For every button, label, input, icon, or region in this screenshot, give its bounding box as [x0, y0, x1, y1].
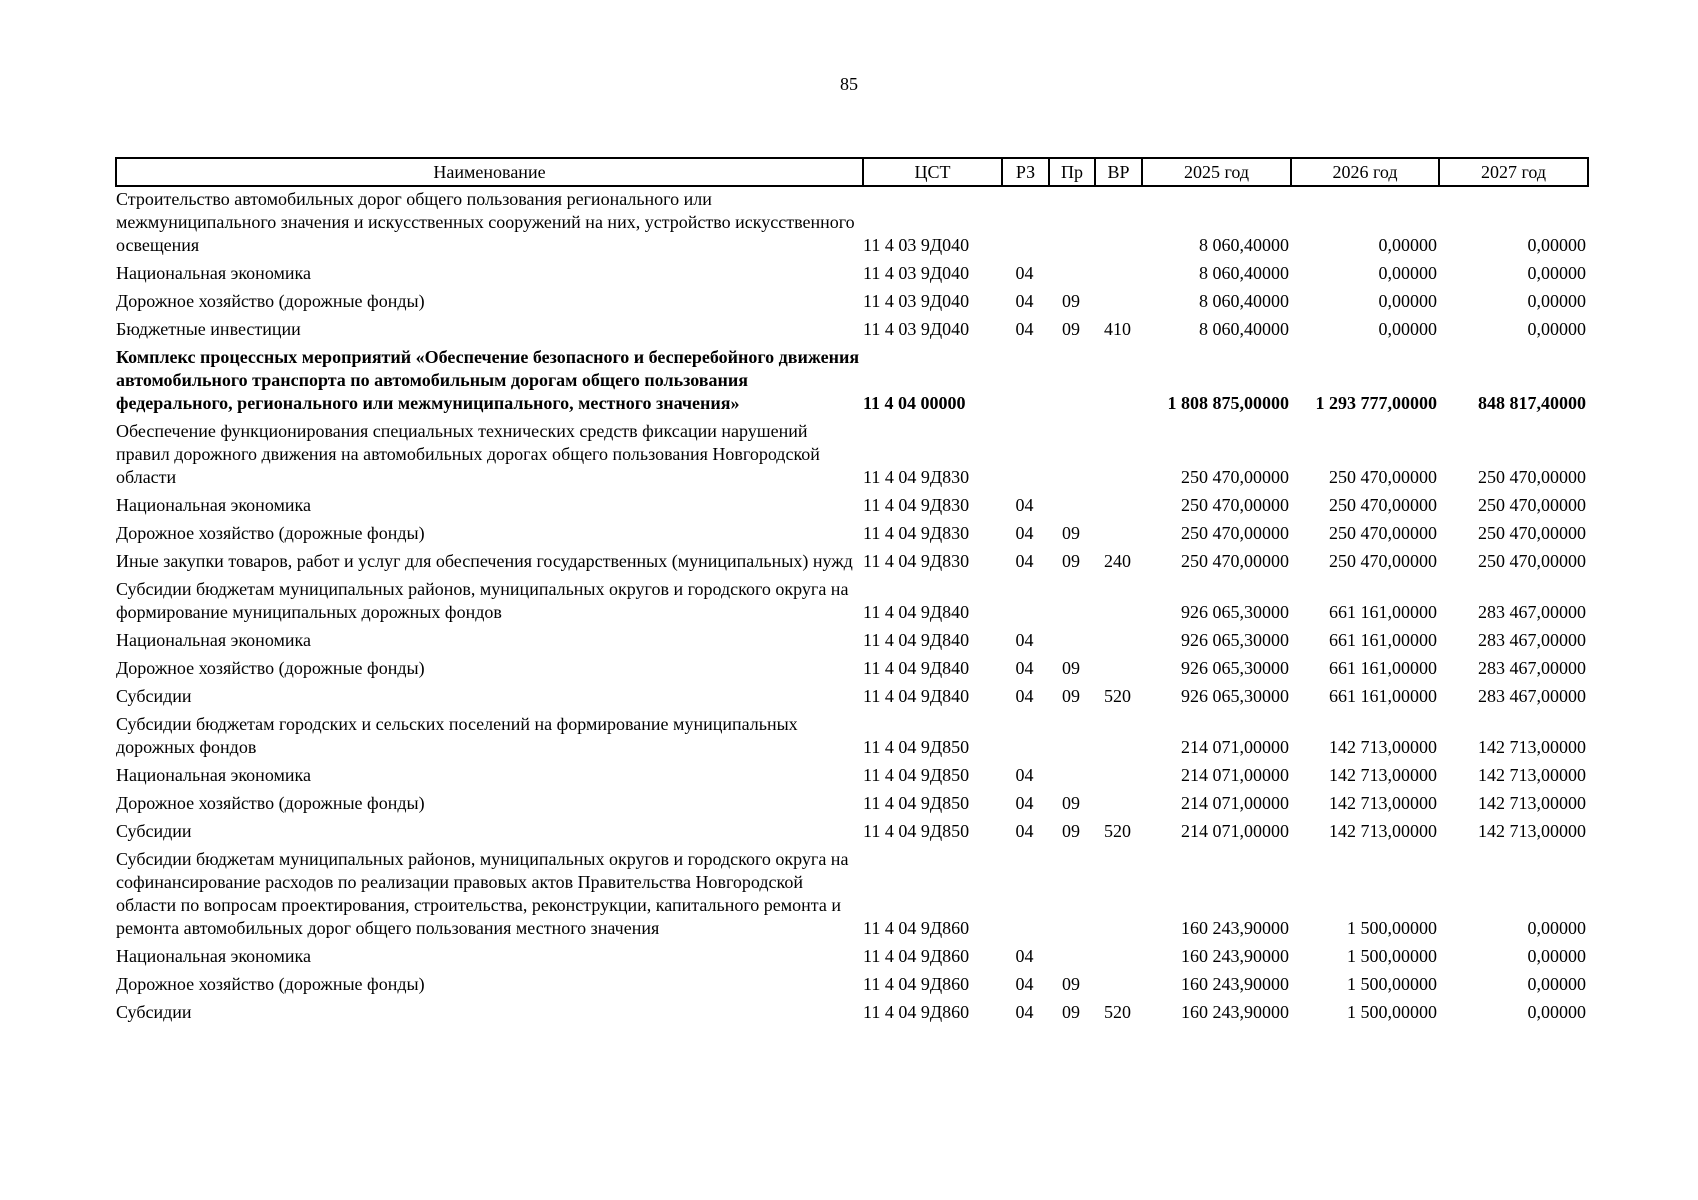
cell-2026: 0,00000 — [1378, 263, 1437, 283]
cell-pr — [1049, 577, 1095, 628]
cell-vr — [1095, 972, 1142, 1000]
cell-pr: 09 — [1062, 686, 1080, 706]
cell-name: Дорожное хозяйство (дорожные фонды) — [116, 291, 425, 311]
cell-rz: 04 — [1015, 1002, 1034, 1022]
table-row — [116, 847, 1588, 944]
table-row — [116, 493, 1588, 521]
cell-name: Национальная экономика — [116, 263, 311, 283]
cell-2027: 142 713,00000 — [1478, 821, 1586, 841]
cell-vr — [1095, 493, 1142, 521]
cell-2026: 661 161,00000 — [1329, 602, 1437, 622]
cell-vr: 520 — [1104, 1002, 1131, 1022]
cell-2025: 214 071,00000 — [1181, 765, 1289, 785]
cell-cst: 11 4 03 9Д040 — [863, 291, 970, 311]
cell-vr — [1095, 944, 1142, 972]
cell-cst: 11 4 04 9Д840 — [863, 630, 970, 650]
column-header-2026: 2026 год — [1291, 158, 1439, 186]
cell-pr: 09 — [1062, 523, 1080, 543]
table-row — [116, 712, 1588, 763]
cell-2025: 214 071,00000 — [1181, 793, 1289, 813]
cell-vr — [1095, 345, 1142, 419]
cell-vr: 240 — [1104, 551, 1131, 571]
cell-pr: 09 — [1062, 551, 1080, 571]
table-row — [116, 684, 1588, 712]
cell-2027: 0,00000 — [1527, 263, 1586, 283]
cell-2026: 1 500,00000 — [1347, 946, 1437, 966]
cell-pr: 09 — [1062, 974, 1080, 994]
cell-vr — [1095, 656, 1142, 684]
cell-2026: 1 500,00000 — [1347, 918, 1437, 938]
cell-2027: 0,00000 — [1527, 319, 1586, 339]
column-header-pr: Пр — [1049, 158, 1095, 186]
cell-pr: 09 — [1062, 793, 1080, 813]
cell-pr — [1049, 261, 1095, 289]
cell-vr: 520 — [1104, 686, 1131, 706]
table-row — [116, 763, 1588, 791]
cell-name: Бюджетные инвестиции — [116, 319, 301, 339]
cell-name: Субсидии — [116, 821, 192, 841]
cell-name: Субсидии бюджетам муниципальных районов, муниципальных округов и городского округа на софинансирование расходов по реализации правовых актов Правительства Новгородской области по вопросам проектирования, строительства, реконструкции, капитального ремонта и ремонта автомобильных дорог общего пользования местного значения — [116, 849, 849, 938]
cell-rz: 04 — [1015, 523, 1034, 543]
cell-vr — [1095, 521, 1142, 549]
cell-2027: 0,00000 — [1527, 291, 1586, 311]
table-row — [116, 261, 1588, 289]
column-header-cst: ЦСТ — [863, 158, 1002, 186]
cell-2027: 283 467,00000 — [1478, 658, 1586, 678]
cell-2027: 142 713,00000 — [1478, 737, 1586, 757]
cell-2025: 160 243,90000 — [1181, 1002, 1289, 1022]
cell-name: Субсидии — [116, 1002, 192, 1022]
cell-cst: 11 4 04 9Д840 — [863, 658, 970, 678]
cell-cst: 11 4 04 9Д830 — [863, 495, 970, 515]
cell-2026: 142 713,00000 — [1329, 737, 1437, 757]
cell-2027: 250 470,00000 — [1478, 523, 1586, 543]
cell-cst: 11 4 04 9Д850 — [863, 737, 970, 757]
page-number: 85 — [840, 74, 858, 94]
cell-cst: 11 4 03 9Д040 — [863, 235, 970, 255]
cell-vr — [1095, 186, 1142, 261]
cell-rz — [1002, 577, 1049, 628]
cell-pr: 09 — [1062, 319, 1080, 339]
cell-rz: 04 — [1015, 630, 1034, 650]
cell-2027: 283 467,00000 — [1478, 686, 1586, 706]
cell-cst: 11 4 04 9Д850 — [863, 765, 970, 785]
cell-cst: 11 4 03 9Д040 — [863, 263, 970, 283]
cell-pr — [1049, 712, 1095, 763]
cell-vr — [1095, 419, 1142, 493]
cell-2027: 0,00000 — [1527, 946, 1586, 966]
cell-rz: 04 — [1015, 974, 1034, 994]
table-row — [116, 186, 1588, 261]
cell-cst: 11 4 04 9Д840 — [863, 602, 970, 622]
cell-cst: 11 4 04 9Д860 — [863, 974, 970, 994]
cell-2025: 214 071,00000 — [1181, 821, 1289, 841]
cell-rz — [1002, 419, 1049, 493]
cell-name: Обеспечение функционирования специальных технических средств фиксации нарушений правил дорожного движения на автомобильных дорогах общего пользования Новгородской области — [116, 421, 820, 487]
cell-rz: 04 — [1015, 765, 1034, 785]
cell-rz: 04 — [1015, 658, 1034, 678]
cell-2026: 250 470,00000 — [1329, 467, 1437, 487]
cell-name: Комплекс процессных мероприятий «Обеспечение безопасного и бесперебойного движения автомобильного транспорта по автомобильным дорогам общего пользования федерального, регионального или межмуниципального, местного значения» — [116, 347, 860, 413]
cell-2025: 250 470,00000 — [1181, 467, 1289, 487]
cell-name: Дорожное хозяйство (дорожные фонды) — [116, 793, 425, 813]
cell-rz: 04 — [1015, 551, 1034, 571]
cell-pr: 09 — [1062, 821, 1080, 841]
cell-2025: 8 060,40000 — [1199, 263, 1289, 283]
cell-name: Субсидии — [116, 686, 192, 706]
cell-2027: 848 817,40000 — [1478, 393, 1586, 413]
cell-name: Иные закупки товаров, работ и услуг для обеспечения государственных (муниципальных) нужд — [116, 551, 853, 571]
cell-vr — [1095, 628, 1142, 656]
cell-cst: 11 4 04 00000 — [863, 393, 966, 413]
cell-vr: 410 — [1104, 319, 1131, 339]
cell-name: Субсидии бюджетам городских и сельских поселений на формирование муниципальных дорожных фондов — [116, 714, 798, 757]
cell-2026: 250 470,00000 — [1329, 523, 1437, 543]
cell-2025: 160 243,90000 — [1181, 974, 1289, 994]
column-header-2027: 2027 год — [1439, 158, 1588, 186]
cell-name: Национальная экономика — [116, 946, 311, 966]
cell-pr — [1049, 763, 1095, 791]
cell-vr — [1095, 289, 1142, 317]
cell-2025: 926 065,30000 — [1181, 630, 1289, 650]
cell-2025: 250 470,00000 — [1181, 551, 1289, 571]
cell-pr: 09 — [1062, 291, 1080, 311]
cell-name: Дорожное хозяйство (дорожные фонды) — [116, 523, 425, 543]
cell-vr — [1095, 261, 1142, 289]
cell-name: Национальная экономика — [116, 495, 311, 515]
cell-rz — [1002, 847, 1049, 944]
cell-2027: 250 470,00000 — [1478, 495, 1586, 515]
cell-2027: 0,00000 — [1527, 918, 1586, 938]
cell-pr — [1049, 186, 1095, 261]
cell-pr: 09 — [1062, 658, 1080, 678]
cell-name: Национальная экономика — [116, 765, 311, 785]
cell-cst: 11 4 04 9Д850 — [863, 821, 970, 841]
cell-vr — [1095, 847, 1142, 944]
cell-2025: 8 060,40000 — [1199, 291, 1289, 311]
cell-cst: 11 4 04 9Д860 — [863, 1002, 970, 1022]
cell-2025: 1 808 875,00000 — [1167, 393, 1289, 413]
table-row — [116, 791, 1588, 819]
cell-pr — [1049, 419, 1095, 493]
cell-2026: 250 470,00000 — [1329, 495, 1437, 515]
cell-vr — [1095, 791, 1142, 819]
cell-2027: 283 467,00000 — [1478, 630, 1586, 650]
cell-cst: 11 4 04 9Д860 — [863, 946, 970, 966]
cell-cst: 11 4 04 9Д860 — [863, 918, 970, 938]
table-row — [116, 419, 1588, 493]
cell-name: Строительство автомобильных дорог общего пользования регионального или межмуниципального значения и искусственных сооружений на них, устройство искусственного освещения — [116, 189, 855, 255]
cell-cst: 11 4 04 9Д840 — [863, 686, 970, 706]
table-row — [116, 628, 1588, 656]
cell-cst: 11 4 04 9Д830 — [863, 467, 970, 487]
cell-2025: 250 470,00000 — [1181, 523, 1289, 543]
cell-name: Дорожное хозяйство (дорожные фонды) — [116, 974, 425, 994]
cell-rz: 04 — [1015, 319, 1034, 339]
cell-2025: 926 065,30000 — [1181, 602, 1289, 622]
cell-2025: 8 060,40000 — [1199, 235, 1289, 255]
cell-vr — [1095, 577, 1142, 628]
cell-2026: 1 293 777,00000 — [1315, 393, 1437, 413]
cell-2026: 0,00000 — [1378, 291, 1437, 311]
table-header-row — [116, 158, 1588, 186]
cell-2026: 250 470,00000 — [1329, 551, 1437, 571]
cell-vr — [1095, 763, 1142, 791]
cell-2026: 1 500,00000 — [1347, 1002, 1437, 1022]
budget-table — [115, 157, 1589, 1028]
cell-rz: 04 — [1015, 686, 1034, 706]
column-header-name: Наименование — [116, 158, 863, 186]
cell-2027: 250 470,00000 — [1478, 551, 1586, 571]
cell-2027: 142 713,00000 — [1478, 793, 1586, 813]
cell-pr — [1049, 493, 1095, 521]
cell-rz: 04 — [1015, 495, 1034, 515]
cell-rz — [1002, 345, 1049, 419]
table-row — [116, 819, 1588, 847]
table-row — [116, 521, 1588, 549]
cell-2026: 142 713,00000 — [1329, 765, 1437, 785]
cell-2025: 926 065,30000 — [1181, 686, 1289, 706]
cell-2026: 142 713,00000 — [1329, 793, 1437, 813]
table-row — [116, 577, 1588, 628]
table-row — [116, 289, 1588, 317]
cell-2027: 0,00000 — [1527, 235, 1586, 255]
table-row — [116, 549, 1588, 577]
table-row — [116, 972, 1588, 1000]
column-header-2025: 2025 год — [1142, 158, 1291, 186]
cell-2027: 0,00000 — [1527, 974, 1586, 994]
cell-cst: 11 4 04 9Д850 — [863, 793, 970, 813]
cell-vr — [1095, 712, 1142, 763]
cell-rz: 04 — [1015, 291, 1034, 311]
cell-name: Дорожное хозяйство (дорожные фонды) — [116, 658, 425, 678]
column-header-vr: ВР — [1095, 158, 1142, 186]
cell-cst: 11 4 04 9Д830 — [863, 523, 970, 543]
cell-2026: 0,00000 — [1378, 235, 1437, 255]
cell-rz — [1002, 186, 1049, 261]
cell-2025: 250 470,00000 — [1181, 495, 1289, 515]
cell-rz: 04 — [1015, 946, 1034, 966]
cell-name: Субсидии бюджетам муниципальных районов, муниципальных округов и городского округа на формирование муниципальных дорожных фондов — [116, 579, 849, 622]
cell-pr — [1049, 847, 1095, 944]
cell-rz — [1002, 712, 1049, 763]
cell-2025: 160 243,90000 — [1181, 946, 1289, 966]
cell-2027: 283 467,00000 — [1478, 602, 1586, 622]
cell-rz: 04 — [1015, 263, 1034, 283]
cell-pr — [1049, 628, 1095, 656]
cell-2026: 1 500,00000 — [1347, 974, 1437, 994]
table-row — [116, 317, 1588, 345]
table-row — [116, 1000, 1588, 1028]
table-row — [116, 345, 1588, 419]
table-row — [116, 656, 1588, 684]
cell-2025: 8 060,40000 — [1199, 319, 1289, 339]
cell-2027: 250 470,00000 — [1478, 467, 1586, 487]
table-row — [116, 944, 1588, 972]
cell-vr: 520 — [1104, 821, 1131, 841]
cell-name: Национальная экономика — [116, 630, 311, 650]
cell-2026: 661 161,00000 — [1329, 686, 1437, 706]
cell-2027: 142 713,00000 — [1478, 765, 1586, 785]
cell-pr — [1049, 345, 1095, 419]
cell-2026: 661 161,00000 — [1329, 630, 1437, 650]
cell-cst: 11 4 03 9Д040 — [863, 319, 970, 339]
cell-pr — [1049, 944, 1095, 972]
cell-2026: 0,00000 — [1378, 319, 1437, 339]
cell-2025: 214 071,00000 — [1181, 737, 1289, 757]
cell-rz: 04 — [1015, 821, 1034, 841]
cell-2025: 160 243,90000 — [1181, 918, 1289, 938]
cell-2026: 142 713,00000 — [1329, 821, 1437, 841]
column-header-rz: РЗ — [1002, 158, 1049, 186]
cell-pr: 09 — [1062, 1002, 1080, 1022]
cell-2025: 926 065,30000 — [1181, 658, 1289, 678]
cell-2027: 0,00000 — [1527, 1002, 1586, 1022]
cell-rz: 04 — [1015, 793, 1034, 813]
cell-2026: 661 161,00000 — [1329, 658, 1437, 678]
cell-cst: 11 4 04 9Д830 — [863, 551, 970, 571]
